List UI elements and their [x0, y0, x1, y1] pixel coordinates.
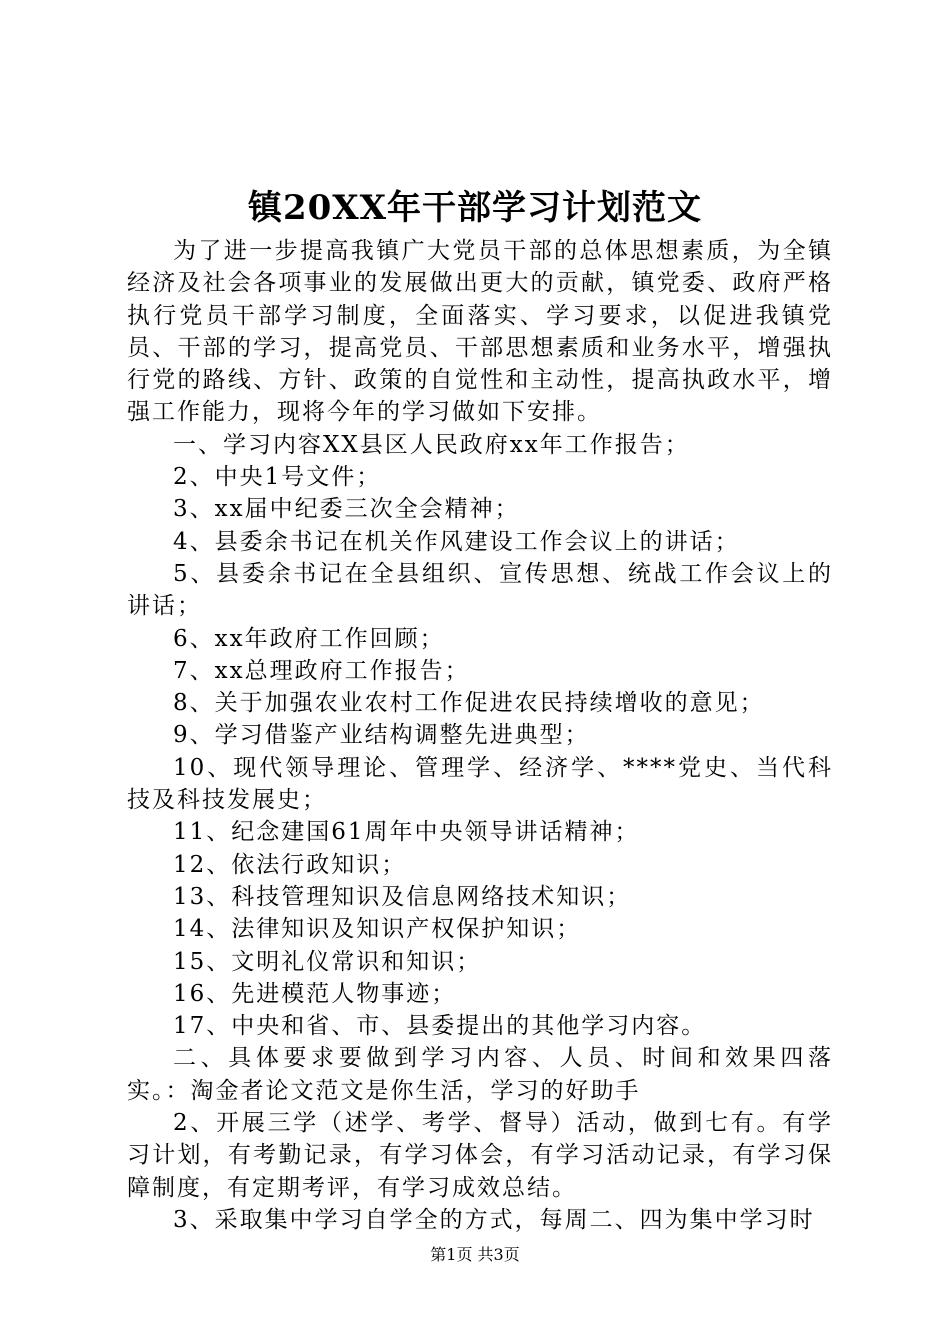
paragraph-item: 一、学习内容XX县区人民政府xx年工作报告； — [173, 431, 690, 458]
paragraph-intro: 为了进一步提高我镇广大党员干部的总体思想素质，为全镇经济及社会各项事业的发展做出更大的贡献，镇党委、政府严格执行党员干部学习制度，全面落实、学习要求，以促进我镇党员、干部的学习，提高党员、干部思想素质和业务水平，增强执行党的路线、方针、政策的自觉性和主动性，提高执政水平，增强工作能力，现将今年的学习做如下安排。 — [127, 238, 833, 426]
paragraph-item: 12、依法行政知识； — [173, 851, 407, 878]
paragraph-item: 14、法律知识及知识产权保护知识； — [173, 916, 582, 943]
document-body — [127, 235, 833, 1236]
document-title: 镇20XX年干部学习计划范文 — [247, 188, 703, 228]
paragraph-item: 17、中央和省、市、县委提出的其他学习内容。 — [173, 1013, 707, 1040]
paragraph-item: 13、科技管理知识及信息网络技术知识； — [173, 883, 632, 910]
paragraph-item: 9、学习借鉴产业结构调整先进典型； — [173, 722, 590, 749]
paragraph-item: 二、具体要求要做到学习内容、人员、时间和效果四落实。：淘金者论文范文是你生活，学习的好助手 — [127, 1045, 833, 1104]
paragraph-item: 2、中央1号文件； — [173, 464, 382, 491]
paragraph-item: 6、xx年政府工作回顾； — [173, 625, 445, 652]
paragraph-item: 11、纪念建国61周年中央领导讲话精神； — [173, 819, 640, 846]
paragraph-item: 10、现代领导理论、管理学、经济学、****党史、当代科技及科技发展史； — [127, 754, 833, 814]
page-footer: 第1页 共3页 — [430, 1245, 520, 1264]
paragraph-item: 2、开展三学（述学、考学、督导）活动，做到七有。有学习计划，有考勤记录，有学习体会，有学习活动记录，有学习保障制度，有定期考评，有学习成效总结。 — [127, 1110, 833, 1201]
paragraph-item: 5、县委余书记在全县组织、宣传思想、统战工作会议上的讲话； — [127, 560, 833, 620]
paragraph-item: 4、县委余书记在机关作风建设工作会议上的讲话； — [173, 528, 740, 555]
paragraph-item: 8、关于加强农业农村工作促进农民持续增收的意见； — [173, 690, 765, 717]
paragraph-item: 3、xx届中纪委三次全会精神； — [173, 496, 520, 523]
paragraph-item: 7、xx总理政府工作报告； — [173, 657, 470, 684]
paragraph-item: 16、先进模范人物事迹； — [173, 980, 457, 1007]
paragraph-item: 15、文明礼仪常识和知识； — [173, 948, 482, 975]
paragraph-item: 3、采取集中学习自学全的方式，每周二、四为集中学习时 — [173, 1206, 815, 1233]
